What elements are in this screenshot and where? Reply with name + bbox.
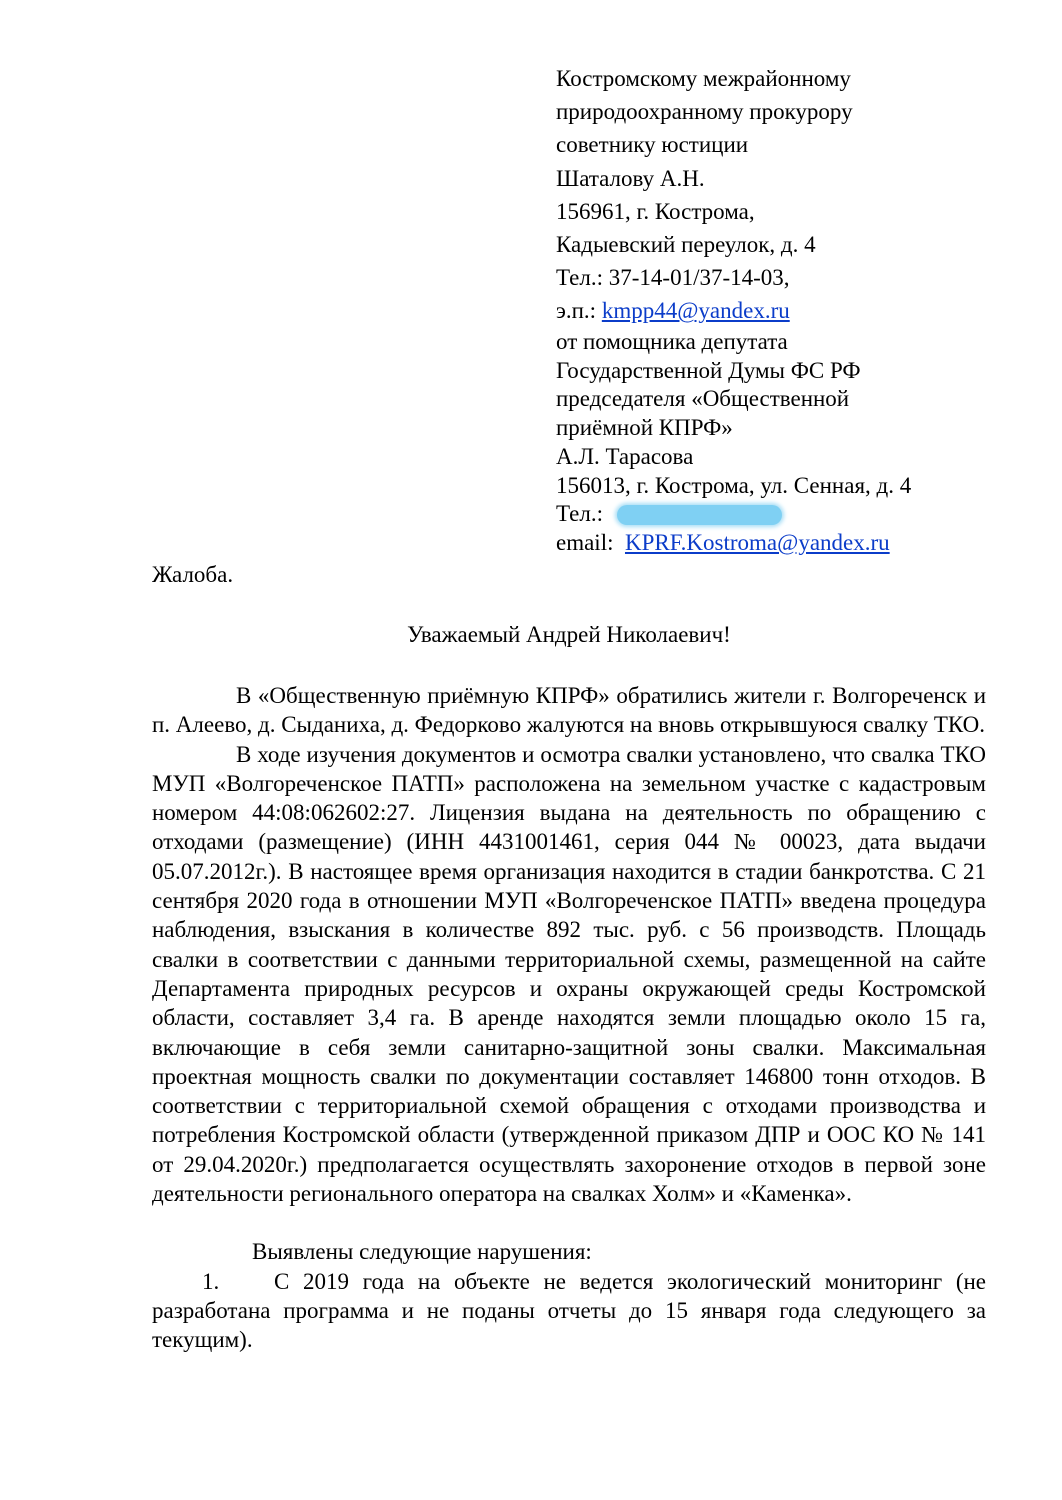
recipient-email-link[interactable]: kmpp44@yandex.ru [601, 298, 790, 324]
sender-email-line [556, 529, 1016, 558]
violation-text: С 2019 года на объекте не ведется экологический мониторинг (не разработана программа и не поданы отчеты до 15 января года следующего за текущим). [152, 1268, 986, 1353]
sender-line: Государственной Думы ФС РФ [556, 357, 861, 383]
recipient-line: советнику юстиции [556, 132, 749, 158]
recipient-line: Шаталову А.Н. [556, 165, 705, 191]
sender-line: А.Л. Тарасова [556, 443, 694, 469]
recipient-line: 156961, г. Кострома, [556, 198, 755, 224]
salutation: Уважаемый Андрей Николаевич! [407, 622, 731, 647]
violation-item [152, 1267, 986, 1355]
sender-line: приёмной КПРФ» [556, 415, 733, 441]
sender-line: 156013, г. Кострома, ул. Сенная, д. 4 [556, 472, 912, 498]
sender-email-label: email: [556, 529, 614, 555]
document-type: Жалоба. [152, 562, 234, 587]
violations-heading: Выявлены следующие нарушения: [252, 1239, 592, 1265]
sender-email-link[interactable]: KPRF.Kostroma@yandex.ru [624, 529, 890, 555]
recipient-line: Кадыевский переулок, д. 4 [556, 232, 816, 258]
recipient-block [556, 62, 1016, 328]
recipient-line: Костромскому межрайонному [556, 66, 851, 91]
sender-phone-label: Тел.: [556, 501, 609, 527]
recipient-line: Тел.: 37-14-01/37-14-03, [556, 265, 790, 291]
sender-phone-line [556, 500, 1016, 529]
sender-line: председателя «Общественной [556, 386, 850, 412]
recipient-email-label: э.п.: [556, 298, 597, 324]
body-paragraph: В ходе изучения документов и осмотра свалки установлено, что свалка ТКО МУП «Волгореченское ПАТП» расположена на земельном участке с кадастровым номером 44:08:062602:27. Лицензия выдана на деятельность по обращению с отходами (размещение) (ИНН 4431001461, серия 044 № 00023, дата выдачи 05.07.2012г.). В настоящее время организация находится в стадии банкротства. С 21 сентября 2020 года в отношении МУП «Волгореченское ПАТП» введена процедура наблюдения, взыскания в количестве 892 тыс. руб. с 56 производств. Площадь свалки в соответствии с данными территориальной схемы, размещенной на сайте Департамента природных ресурсов и охраны окружающей среды Костромской области, составляет 3,4 га. В аренде находятся земли площадью около 15 га, включающие в себя земли санитарно-защитной зоны свалки. Максимальная проектная мощность свалки по документации составляет 146800 тонн отходов. В соответствии с территориальной схемой обращения с отходами производства и потребления Костромской области (утвержденной приказом ДПР и ООС КО № 141 от 29.04.2020г.) предполагается осуществлять захоронение отходов в первой зоне деятельности регионального оператора на свалках Холм» и «Каменка». [152, 741, 986, 1207]
violation-number: 1. [202, 1268, 220, 1294]
paragraph-gap [152, 1208, 986, 1237]
sender-line: от помощника депутата [556, 329, 788, 354]
recipient-line: природоохранному прокурору [556, 99, 853, 125]
body-paragraph: В «Общественную приёмную КПРФ» обратились жители г. Волгореченск и п. Алеево, д. Сыданиха, д. Федорково жалуются на вновь открывшуюся свалку ТКО. [152, 683, 986, 738]
recipient-email-line [556, 294, 1016, 327]
redaction-mark [617, 505, 782, 525]
document-body [152, 681, 986, 1355]
sender-block [556, 328, 1016, 558]
